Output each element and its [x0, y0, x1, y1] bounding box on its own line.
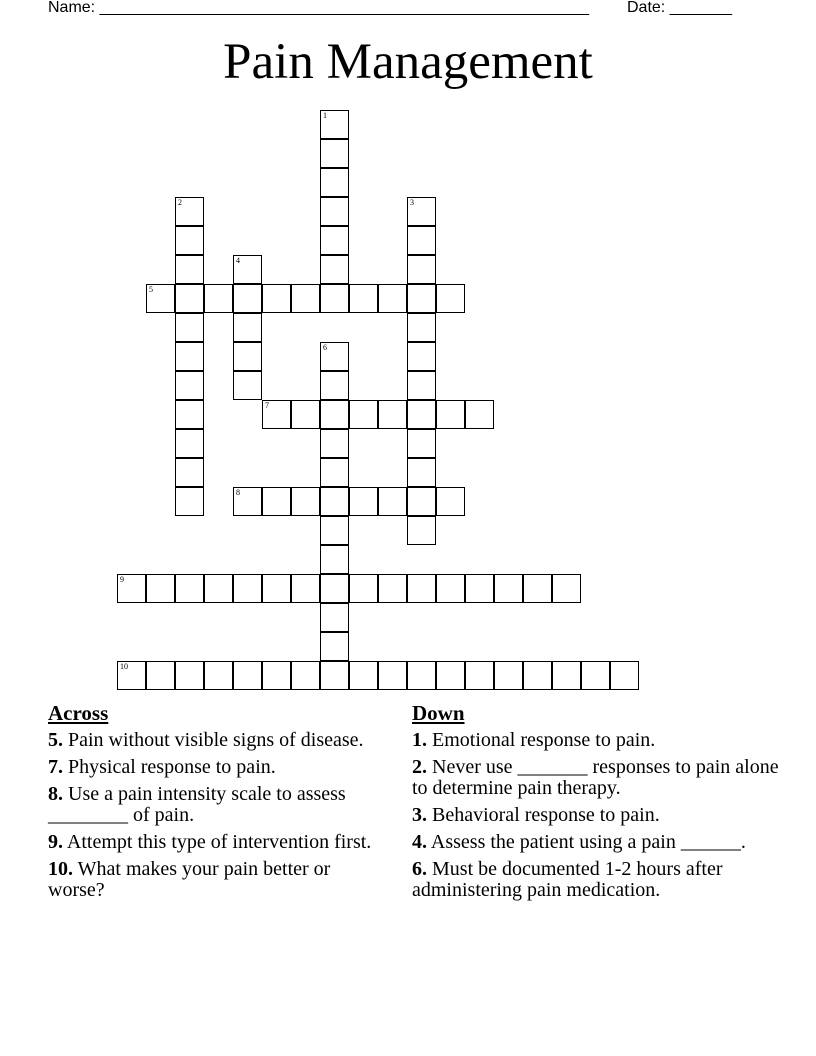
grid-cell[interactable] [436, 661, 465, 690]
grid-cell[interactable] [407, 516, 436, 545]
grid-cell[interactable] [349, 661, 378, 690]
grid-cell[interactable] [349, 284, 378, 313]
clue-across-5: 5. Pain without visible signs of disease. [48, 729, 364, 751]
grid-cell[interactable] [233, 661, 262, 690]
grid-cell[interactable] [262, 574, 291, 603]
grid-cell[interactable] [349, 574, 378, 603]
grid-cell[interactable] [465, 661, 494, 690]
grid-cell[interactable] [523, 661, 552, 690]
grid-cell[interactable] [175, 400, 204, 429]
grid-cell[interactable] [175, 255, 204, 284]
grid-cell[interactable] [378, 487, 407, 516]
grid-cell[interactable] [494, 661, 523, 690]
grid-cell[interactable] [610, 661, 639, 690]
cell-number: 2 [178, 198, 182, 207]
grid-cell[interactable] [262, 487, 291, 516]
name-field[interactable]: Name: _______________________________________________________ [48, 0, 589, 16]
grid-cell[interactable] [175, 313, 204, 342]
grid-cell[interactable] [117, 661, 146, 690]
grid-cell[interactable] [436, 400, 465, 429]
down-heading: Down [412, 701, 465, 725]
grid-cell[interactable] [320, 139, 349, 168]
grid-cell[interactable] [320, 400, 349, 429]
grid-cell[interactable] [407, 371, 436, 400]
grid-cell[interactable] [204, 574, 233, 603]
grid-cell[interactable] [407, 661, 436, 690]
clue-down-1: 1. Emotional response to pain. [412, 729, 656, 751]
grid-cell[interactable] [407, 429, 436, 458]
page-title: Pain Management [223, 34, 593, 90]
grid-cell[interactable] [146, 574, 175, 603]
grid-cell[interactable] [320, 487, 349, 516]
grid-cell[interactable] [175, 429, 204, 458]
grid-cell[interactable] [262, 661, 291, 690]
grid-cell[interactable] [233, 574, 262, 603]
date-field[interactable]: Date: _______ [627, 0, 732, 16]
grid-cell[interactable] [233, 284, 262, 313]
grid-cell[interactable] [581, 661, 610, 690]
grid-cell[interactable] [407, 487, 436, 516]
grid-cell[interactable] [320, 342, 349, 371]
cell-number: 1 [323, 111, 327, 120]
across-heading: Across [48, 701, 109, 725]
grid-cell[interactable] [407, 313, 436, 342]
grid-cell[interactable] [233, 342, 262, 371]
grid-cell[interactable] [146, 284, 175, 313]
grid-cell[interactable] [320, 545, 349, 574]
grid-cell[interactable] [320, 168, 349, 197]
grid-cell[interactable] [320, 661, 349, 690]
grid-cell[interactable] [523, 574, 552, 603]
grid-cell[interactable] [175, 661, 204, 690]
grid-cell[interactable] [320, 110, 349, 139]
grid-cell[interactable] [407, 197, 436, 226]
clue-across-7: 7. Physical response to pain. [48, 756, 276, 778]
grid-cell[interactable] [291, 400, 320, 429]
grid-cell[interactable] [291, 284, 320, 313]
grid-cell[interactable] [233, 371, 262, 400]
grid-cell[interactable] [407, 458, 436, 487]
grid-cell[interactable] [175, 371, 204, 400]
grid-cell[interactable] [436, 574, 465, 603]
grid-cell[interactable] [117, 574, 146, 603]
grid-cell[interactable] [407, 226, 436, 255]
grid-cell[interactable] [320, 603, 349, 632]
cell-number: 10 [120, 662, 128, 671]
grid-cell[interactable] [262, 284, 291, 313]
grid-cell[interactable] [233, 313, 262, 342]
grid-cell[interactable] [146, 661, 175, 690]
grid-cell[interactable] [465, 400, 494, 429]
grid-cell[interactable] [233, 255, 262, 284]
grid-cell[interactable] [436, 487, 465, 516]
grid-cell[interactable] [175, 574, 204, 603]
grid-cell[interactable] [407, 284, 436, 313]
clue-across-8: 8. Use a pain intensity scale to assess ________ of pain. [48, 783, 346, 826]
grid-cell[interactable] [175, 342, 204, 371]
grid-cell[interactable] [204, 661, 233, 690]
grid-cell[interactable] [175, 226, 204, 255]
down-clues [412, 701, 782, 907]
grid-cell[interactable] [320, 284, 349, 313]
grid-cell[interactable] [407, 342, 436, 371]
grid-cell[interactable] [320, 197, 349, 226]
grid-cell[interactable] [436, 284, 465, 313]
clue-across-10: 10. What makes your pain better or worse? [48, 858, 331, 901]
grid-cell[interactable] [407, 400, 436, 429]
clue-down-2: 2. Never use _______ responses to pain alone to determine pain therapy. [412, 756, 779, 799]
clue-down-3: 3. Behavioral response to pain. [412, 804, 660, 826]
grid-cell[interactable] [349, 487, 378, 516]
cell-number: 4 [236, 256, 240, 265]
grid-cell[interactable] [407, 574, 436, 603]
grid-cell[interactable] [291, 661, 320, 690]
grid-cell[interactable] [175, 284, 204, 313]
grid-cell[interactable] [552, 661, 581, 690]
clue-across-9: 9. Attempt this type of intervention first. [48, 831, 372, 853]
grid-cell[interactable] [233, 487, 262, 516]
clue-down-4: 4. Assess the patient using a pain ______. [412, 831, 746, 853]
cell-number: 9 [120, 575, 124, 584]
grid-cell[interactable] [552, 574, 581, 603]
grid-cell[interactable] [320, 574, 349, 603]
grid-cell[interactable] [291, 487, 320, 516]
cell-number: 5 [149, 285, 153, 294]
cell-number: 7 [265, 401, 269, 410]
grid-cell[interactable] [320, 371, 349, 400]
grid-cell[interactable] [175, 487, 204, 516]
grid-cell[interactable] [378, 400, 407, 429]
across-clues [48, 701, 388, 907]
grid-cell[interactable] [204, 284, 233, 313]
grid-cell[interactable] [320, 226, 349, 255]
cell-number: 6 [323, 343, 327, 352]
grid-cell[interactable] [378, 574, 407, 603]
cell-number: 8 [236, 488, 240, 497]
grid-cell[interactable] [175, 197, 204, 226]
grid-cell[interactable] [291, 574, 320, 603]
grid-cell[interactable] [262, 400, 291, 429]
grid-cell[interactable] [320, 255, 349, 284]
grid-cell[interactable] [320, 516, 349, 545]
grid-cell[interactable] [378, 284, 407, 313]
grid-cell[interactable] [378, 661, 407, 690]
grid-cell[interactable] [175, 458, 204, 487]
grid-cell[interactable] [407, 255, 436, 284]
grid-cell[interactable] [494, 574, 523, 603]
grid-cell[interactable] [465, 574, 494, 603]
grid-cell[interactable] [320, 632, 349, 661]
clue-down-6: 6. Must be documented 1-2 hours after administering pain medication. [412, 858, 723, 901]
grid-cell[interactable] [320, 458, 349, 487]
grid-cell[interactable] [349, 400, 378, 429]
grid-cell[interactable] [320, 429, 349, 458]
cell-number: 3 [410, 198, 414, 207]
